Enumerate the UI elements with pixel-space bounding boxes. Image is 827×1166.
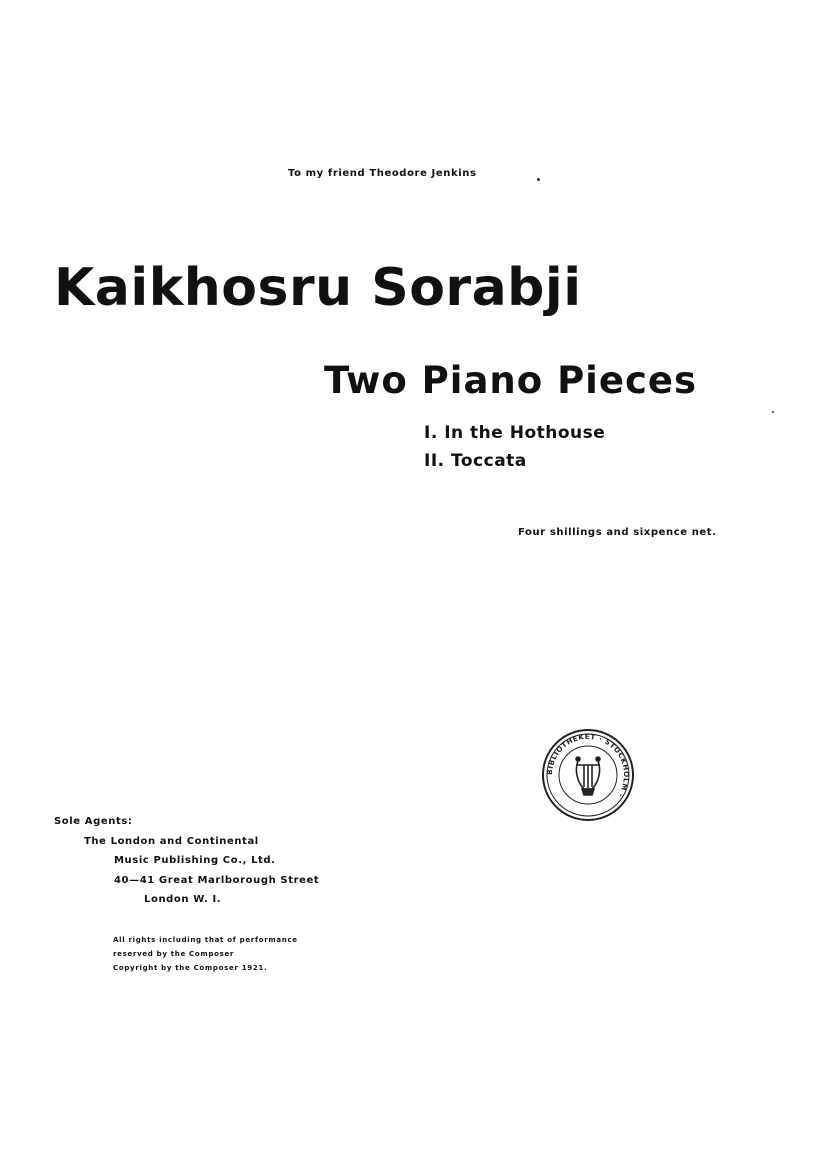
price-note: Four shillings and sixpence net.	[518, 527, 717, 538]
piece-item: II. Toccata	[424, 451, 527, 471]
publisher-block	[54, 812, 319, 910]
print-speck	[537, 178, 540, 181]
rights-line: All rights including that of performance	[113, 936, 298, 944]
dedication: To my friend Theodore Jenkins	[288, 168, 477, 179]
lyre-icon	[576, 757, 600, 795]
stamp-ring-text: BIBLIOTHEKET · STOCKHOLM ·	[545, 732, 631, 799]
piece-item: I. In the Hothouse	[424, 423, 606, 443]
publisher-address: 40—41 Great Marlborough Street	[114, 874, 320, 886]
sole-agents-label: Sole Agents:	[54, 816, 133, 827]
rights-notice	[113, 933, 298, 975]
print-speck	[772, 411, 774, 413]
rights-line: reserved by the Composer	[113, 950, 235, 958]
publisher-city: London W. I.	[144, 894, 222, 905]
piece-list	[424, 419, 605, 475]
composer-name: Kaikhosru Sorabji	[54, 258, 582, 318]
publisher-line: Music Publishing Co., Ltd.	[114, 855, 276, 866]
library-stamp	[540, 727, 636, 823]
publisher-line: The London and Continental	[84, 835, 259, 847]
work-title: Two Piano Pieces	[324, 359, 698, 402]
copyright-line: Copyright by the Composer 1921.	[113, 964, 268, 972]
